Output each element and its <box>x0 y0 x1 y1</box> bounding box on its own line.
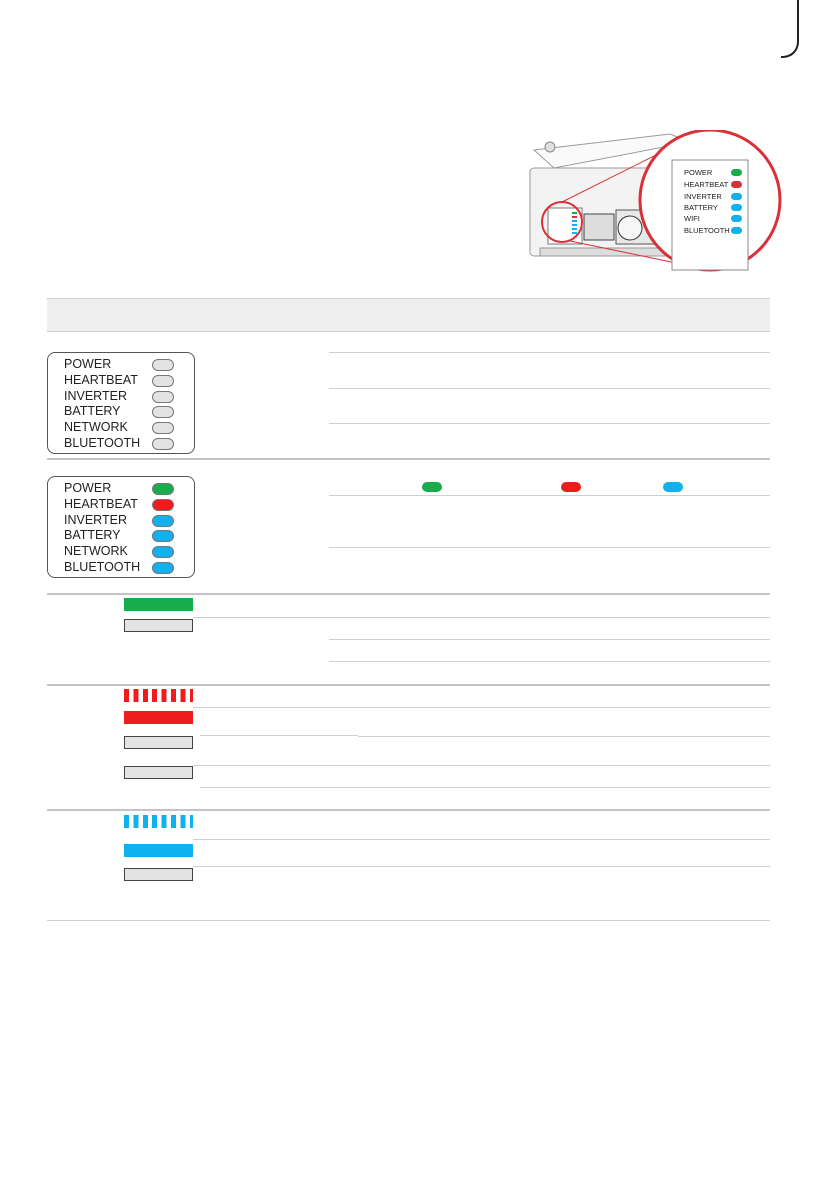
led-label: BATTERY <box>64 528 121 542</box>
callout-led-inverter <box>731 193 742 200</box>
led-label: BLUETOOTH <box>64 436 141 450</box>
row-divider <box>329 388 770 389</box>
led-off <box>152 359 174 371</box>
table-header <box>47 298 770 332</box>
callout-led-heartbeat <box>731 181 742 188</box>
device-illustration <box>520 130 782 275</box>
legend-dot-red <box>561 482 581 492</box>
heartbeat-blinking-red-bar <box>124 689 193 702</box>
row-divider <box>193 617 770 618</box>
callout-led-battery <box>731 204 742 211</box>
row-divider <box>193 839 770 840</box>
row-divider <box>329 495 770 496</box>
row-divider <box>329 352 770 353</box>
callout-label: BATTERY <box>684 203 718 212</box>
callout-led-wifi <box>731 215 742 222</box>
table-bottom-border <box>47 920 770 921</box>
led-label: NETWORK <box>64 420 128 434</box>
heartbeat-solid-red-bar <box>124 711 193 724</box>
callout-label: WIFI <box>684 214 700 223</box>
row-divider <box>329 639 770 640</box>
legend-dot-green <box>422 482 442 492</box>
section-divider <box>47 809 770 811</box>
row-divider <box>200 787 770 788</box>
section-divider <box>47 458 770 460</box>
led-label: INVERTER <box>64 389 127 403</box>
row-divider <box>329 547 770 548</box>
section-divider <box>47 684 770 686</box>
led-label: POWER <box>64 481 112 495</box>
page-edge-marker <box>781 0 799 58</box>
callout-led-bluetooth <box>731 227 742 234</box>
callout-label: INVERTER <box>684 192 722 201</box>
led-off <box>152 406 174 418</box>
bluetooth-solid-blue-bar <box>124 844 193 857</box>
legend-dot-blue <box>663 482 683 492</box>
led-label: POWER <box>64 357 112 371</box>
callout-led-power <box>731 169 742 176</box>
led-inverter-blue <box>152 515 174 527</box>
callout-label: POWER <box>684 168 713 177</box>
row-divider <box>329 423 770 424</box>
power-off-bar <box>124 619 193 632</box>
led-network-blue <box>152 546 174 558</box>
led-panel-off <box>47 352 195 454</box>
led-bluetooth-blue <box>152 562 174 574</box>
led-off <box>152 422 174 434</box>
led-label: BATTERY <box>64 404 121 418</box>
row-divider <box>329 661 770 662</box>
callout-label: BLUETOOTH <box>684 226 730 235</box>
led-power-green <box>152 483 174 495</box>
led-battery-blue <box>152 530 174 542</box>
led-off <box>152 375 174 387</box>
row-divider <box>200 735 358 736</box>
heartbeat-off-bar-2 <box>124 766 193 779</box>
led-label: NETWORK <box>64 544 128 558</box>
row-divider <box>193 866 770 867</box>
row-divider <box>358 736 770 737</box>
led-panel-on <box>47 476 195 578</box>
led-label: INVERTER <box>64 513 127 527</box>
led-label: BLUETOOTH <box>64 560 141 574</box>
device-photo <box>520 130 782 275</box>
callout-label: HEARTBEAT <box>684 180 729 189</box>
led-label: HEARTBEAT <box>64 373 138 387</box>
led-off <box>152 438 174 450</box>
led-label: HEARTBEAT <box>64 497 138 511</box>
bluetooth-off-bar <box>124 868 193 881</box>
led-heartbeat-red <box>152 499 174 511</box>
row-divider <box>193 765 770 766</box>
led-off <box>152 391 174 403</box>
row-divider <box>193 707 770 708</box>
section-divider <box>47 593 770 595</box>
heartbeat-off-bar <box>124 736 193 749</box>
bluetooth-blinking-blue-bar <box>124 815 193 828</box>
power-solid-green-bar <box>124 598 193 611</box>
